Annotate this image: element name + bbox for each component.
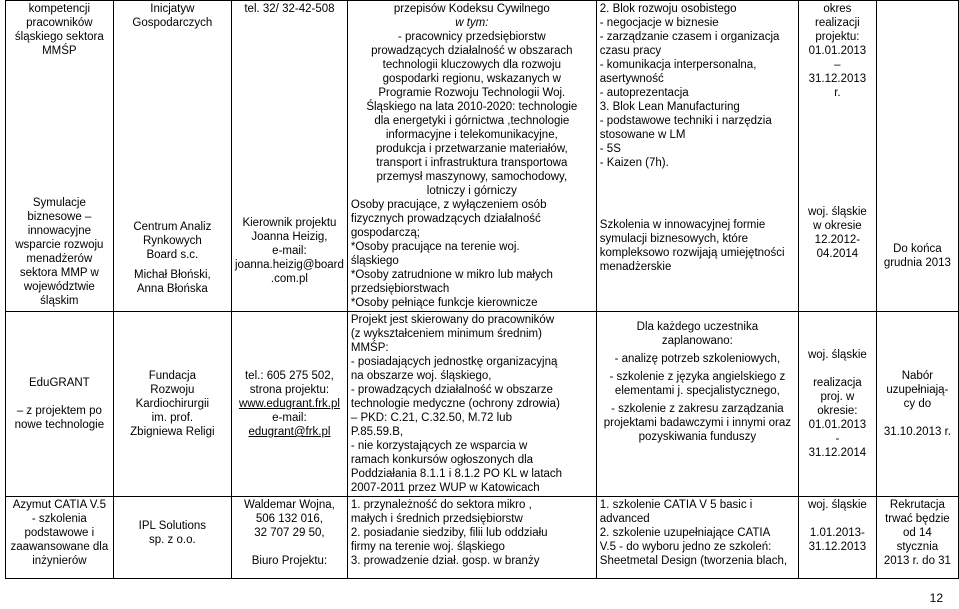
- cell-contact: Waldemar Wojna, 506 132 016, 32 707 29 50, Biuro Projektu:: [232, 497, 348, 579]
- cell-organizer: IPL Solutions sp. z o.o.: [113, 497, 231, 579]
- cell-recruitment: Do końca grudnia 2013: [876, 1, 958, 312]
- cell-project-name: [6, 1, 114, 312]
- cell-recruitment: Rekrutacja trwać będzie od 14 stycznia 2013 r. do 31: [876, 497, 958, 579]
- cell-support-form: Dla każdego uczestnika zaplanowano: - analizę potrzeb szkoleniowych, - szkolenie z języka angielskiego z elementami j. specjalistycznego, - szkolenie z zakresu zarządzania projektami badawczymi i innymi oraz pozyskiwania funduszy: [596, 312, 798, 497]
- cell-project-name: EduGRANT – z projektem po nowe technologie: [6, 312, 114, 497]
- cell-contact: tel. 32/ 32-42-508 Kierownik projektu Joanna Heizig, e-mail: joanna.heizig@board .com.pl: [232, 1, 348, 312]
- cell-target-group: 1. przynależność do sektora mikro , małych i średnich przedsiębiorstw 2. posiadanie siedziby, filii lub oddziału firmy na terenie woj. śląskiego 3. prowadzenie dział. gosp. w branży: [347, 497, 596, 579]
- cell-recruitment: Nabór uzupełniają- cy do 31.10.2013 r.: [876, 312, 958, 497]
- cell-target-group: przepisów Kodeksu Cywilnego w tym: - pracownicy przedsiębiorstw prowadzących działalność w obszarach technologii kluczowych dla rozwoju gospodarki regionu, wskazanych w Programie Rozwoju Technologii Woj. Śląskiego na lata 2010-2020: technologie dla energetyki i górnictwa ,technologie informacyjne i telekomunikacyjne, produkcja i przetwarzanie materiałów, transport i infrastruktura transportowa przemysł maszynowy, samochodowy, lotniczy i górniczy Osoby pracujące, z wyłączeniem osób fizycznych prowadzących działalność gospodarczą; *Osoby pracujące na terenie woj. śląskiego *Osoby zatrudnione w mikro lub małych przedsiębiorstwach *Osoby pełniące funkcje kierownicze: [347, 1, 596, 312]
- project-name-top: kompetencji pracowników śląskiego sektora MMŚP: [14, 3, 104, 57]
- cell-organizer: Fundacja Rozwoju Kardiochirurgii im. prof. Zbigniewa Religi: [113, 312, 231, 497]
- project-email-link[interactable]: edugrant@frk.pl: [248, 426, 331, 438]
- cell-target-group: Projekt jest skierowany do pracowników (z wykształceniem minimum średnim) MMŚP: - posiadających jednostkę organizacyjną na obszarze woj. śląskiego, - prowadzących działalność w obszarze technologie medyczne (ochrony zdrowia) – PKD: C.21, C.32.50, M.72 lub P.85.59.B, - nie korzystających ze wsparcia w ramach konkursów ogłoszonych dla Poddziałania 8.1.1 i 8.1.2 PO KL w latach 2007-2011 przez WUP w Katowicach: [347, 312, 596, 497]
- cell-contact: tel.: 605 275 502, strona projektu: www.edugrant.frk.pl e-mail: edugrant@frk.pl: [232, 312, 348, 497]
- cell-organizer: Inicjatyw Gospodarczych Centrum Analiz Rynkowych Board s.c. Michał Błoński, Anna Błońska: [113, 1, 231, 312]
- table-row: [6, 497, 959, 579]
- cell-support-form: 2. Blok rozwoju osobistego - negocjacje w biznesie - zarządzanie czasem i organizacja czasu pracy - komunikacja interpersonalna, asertywność - autoprezentacja 3. Blok Lean Manufacturing - podstawowe techniki i narzędzia stosowane w LM - 5S - Kaizen (7h). Szkolenia w innowacyjnej formie symulacji biznesowych, które kompleksowo rozwijają umiejętności menadżerskie: [596, 1, 798, 312]
- page-number: 12: [929, 591, 943, 605]
- cell-area-period: woj. śląskie 1.01.2013- 31.12.2013: [798, 497, 876, 579]
- project-website-link[interactable]: www.edugrant.frk.pl: [238, 398, 340, 410]
- cell-project-name: Azymut CATIA V.5 - szkolenia podstawowe i zaawansowane dla inżynierów: [6, 497, 114, 579]
- cell-area-period: woj. śląskie realizacja proj. w okresie: 01.01.2013 - 31.12.2014: [798, 312, 876, 497]
- project-name-bottom: Symulacje biznesowe – innowacyjne wsparcie rozwoju menadżerów sektora MMP w województwie śląskim: [15, 197, 104, 307]
- cell-area-period: okres realizacji projektu: 01.01.2013 – 31.12.2013 r. woj. śląskie w okresie 12.2012- 04.2014: [798, 1, 876, 312]
- table-row: [6, 1, 959, 312]
- projects-table: [5, 0, 959, 579]
- cell-support-form: 1. szkolenie CATIA V 5 basic i advanced 2. szkolenie uzupełniające CATIA V.5 - do wyboru jedno ze szkoleń: Sheetmetal Design (tworzenia blach,: [596, 497, 798, 579]
- table-row: [6, 312, 959, 497]
